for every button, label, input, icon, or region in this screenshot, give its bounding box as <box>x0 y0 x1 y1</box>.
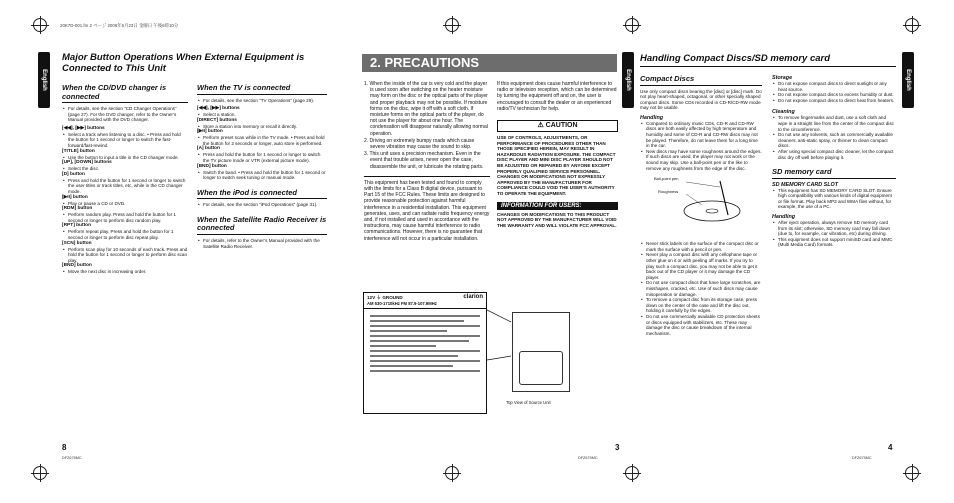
page-title: Handling Compact Discs/SD memory card <box>640 53 831 64</box>
section-heading: When the iPod is connected <box>197 187 298 197</box>
storage-item: • Do not expose compact discs to direct sunlight or any heat source. <box>772 81 896 92</box>
print-info-header: 20K7D-001.fm 2 ページ 2006年6月23日 金曜日 午後6時10分 <box>60 23 179 28</box>
registration-mark-icon <box>905 18 919 32</box>
intro-text: Use only compact discs bearing the [disc] or [disc] mark. Do not play heart-shaped, octagonal, or other specially shaped compact discs. Some CDs recorded in CD-R/CD-RW mode may not be usable. <box>640 88 762 111</box>
button-desc: • Switch the band. • Press and hold the button for 1 second or longer to switch seek tuning or manual mode. <box>197 170 327 181</box>
button-heading: [DIRECT] buttons <box>197 117 237 123</box>
subsection-heading: Handling <box>640 114 664 121</box>
button-heading: [SCN] button <box>62 240 92 246</box>
handling-item: • Do not use compact discs that have large scratches, are misshapen, cracked, etc. Use of such discs may cause misoperation or damage. <box>640 280 762 297</box>
footer-code: DFZ675MC <box>852 456 872 460</box>
button-heading: [▶II] button <box>197 129 223 135</box>
sd-handling-item: • After eject operation, always remove SD memory card from its slot; otherwise, SD memory card may fall down (due to, for example, car vibration, etc) during driving. <box>772 220 896 237</box>
label-pointer-lines <box>487 300 512 370</box>
button-desc: • Press and hold the button for 1 second or longer to switch the user titles or track titles, etc, while in the CD changer mode. <box>62 178 188 195</box>
button-heading: [RDM] button <box>62 206 93 212</box>
section-heading: When the CD/DVD changer is connected <box>62 83 167 101</box>
compact-discs-section <box>640 75 762 336</box>
label-ground: 12V ⏚ GROUND <box>367 295 403 300</box>
button-desc: • Press and hold the button for 1 second or longer to switch the TV picture mode or VTR (external picture mode). <box>197 152 327 163</box>
precaution-item: 2. Driving on extremely bumpy roads which cause severe vibration may cause the sound to skip. <box>364 137 475 151</box>
button-heading: [▶II] button <box>62 194 88 200</box>
sd-handling-item: • This equipment does not support miniSD card and MMC (Multi Media Card) formats. <box>772 237 896 248</box>
registration-mark-icon <box>905 466 919 480</box>
tv-section <box>197 84 327 249</box>
storage-item: • Do not expose compact discs to excess humidity or dust. <box>772 92 896 98</box>
button-heading: [◀◀], [▶▶] buttons <box>62 125 105 131</box>
page-title: Major Button Operations When External Equipment is Connected to This Unit <box>62 52 305 74</box>
interference-text: If this equipment does cause harmful interference to radio or television reception, which can be determined by turning the equipment off and on, the user is encouraged to consult the dealer or an experienced radio/TV technician for help. <box>497 81 617 112</box>
storage-section <box>772 75 896 248</box>
source-unit-drawing <box>512 312 570 392</box>
intro-text: • For details, see the section “CD Changer Operations” (page 27). For the DVD changer, refer to the Owner’s Manual provided with the DVD changer. <box>62 106 188 123</box>
page-number: 4 <box>888 443 893 452</box>
info-label: INFORMATION FOR USERS: <box>497 202 618 210</box>
intro-text: • For details, refer to the Owner’s Manual provided with the Satellite Radio Receiver. <box>197 238 327 249</box>
label-freq: AM 530-1710kHz FM 87.9-107.9MHz <box>367 300 437 306</box>
button-desc: • Store a station into memory or recall it directly. <box>197 124 327 130</box>
intro-text: • For details, see the section “TV Operations” (page 29). <box>197 98 327 104</box>
roughness-label: Roughness <box>658 189 679 195</box>
fcc-statement: This equipment has been tested and found to comply with the limits for a Class B digital device, pursuant to Part 15 of the FCC Rules. These limits are designed to provide reasonable protection against harmful interference in a residential installation. This equipment generates, uses, and can radiate radio frequency energy and, if not installed and used in accordance with the instructions, may cause harmful interference to radio communications. However, there is no guarantee that interference will not occur in a particular installation. <box>364 179 490 242</box>
language-tab: English <box>622 52 634 108</box>
button-desc: • Perform random play. Press and hold the button for 1 second or longer to perform disc random play. <box>62 212 188 223</box>
sd-slot-item: • This equipment has SD MEMORY CARD SLOT. Ensure high compatibility with various kinds of digital equipment or file format. Play back MP3 and WMA files without, for example, the use of a PC. <box>772 188 896 210</box>
handling-item: • Compared to ordinary music CDs, CD-R and CD-RW discs are both easily affected by high temperature and humidity and some of CD-R and CD-RW discs may not be played. Therefore, do not leave them for a long time in the car. <box>640 121 762 149</box>
page-number: 3 <box>615 443 620 452</box>
storage-item: • Do not expose compact discs to direct heat from heaters. <box>772 98 896 104</box>
registration-mark-icon <box>33 466 47 480</box>
button-heading: [UP], [DOWN] buttons <box>62 160 112 166</box>
subsection-heading: Cleaning <box>772 109 795 116</box>
info-text: CHANGES OR MODIFICATIONS TO THIS PRODUCT NOT APPROVED BY THE MANUFACTURER WILL VOID THE WARRANTY AND WILL VIOLATE FCC APPROVAL. <box>497 211 617 228</box>
precautions-col1 <box>364 81 490 242</box>
handling-item: • Never play a compact disc with any cellophane tape or other glue on it or with peeling off marks. If you try to play such a compact disc, you may not be able to get it back out of the CD player or it may damage the CD player. <box>640 252 762 280</box>
page-number: 8 <box>62 443 67 452</box>
precaution-item: 3. This unit uses a precision mechanism. Even in the event that trouble arises, never open the case, disassemble the unit, or lubricate the rotating parts. <box>364 151 484 170</box>
button-heading: [RPT] button <box>62 223 92 229</box>
section-heading: When the TV is connected <box>197 83 291 92</box>
button-heading: [D] button <box>62 171 85 177</box>
product-label <box>363 292 487 414</box>
cleaning-item: • After using special compact disc cleaner, let the compact disc dry off well before playing it. <box>772 149 896 160</box>
subsection-heading: Handling <box>772 214 796 220</box>
caution-text: USE OF CONTROLS, ADJUSTMENTS, OR PERFORMANCE OF PROCEDURES OTHER THAN THOSE SPECIFIED HEREIN, MAY RESULT IN HAZARDOUS RADIATION EXPOSURE. THE COMPACT DISC PLAYER AND MINI DISC PLAYER SHOULD NOT BE ADJUSTED OR REPAIRED BY ANYONE EXCEPT PROPERLY QUALIFIED SERVICE PERSONNEL. CHANGES OR MODIFICATIONS NOT EXPRESSLY APPROVED BY THE MANUFACTURER FOR COMPLIANCE COULD VOID THE USER’S AUTHORITY TO OPERATE THE EQUIPMENT. <box>497 135 616 196</box>
footer-code: DFZ675MC <box>62 456 82 460</box>
footer-code: DFZ675MC <box>578 456 598 460</box>
subsection-heading: SD MEMORY CARD SLOT <box>772 181 838 188</box>
language-tab: English <box>38 52 50 108</box>
pen-label: Ball-point pen <box>654 176 679 182</box>
registration-mark-icon <box>625 18 639 32</box>
button-desc: • Perform repeat play. Press and hold the button for 1 second or longer to perform disc repeat play. <box>62 229 188 240</box>
button-heading: [◀◀], [▶▶] buttons <box>197 106 240 112</box>
button-desc: • Play or pause a CD or DVD. <box>62 201 188 207</box>
button-desc: • Use the button to input a title in the CD changer mode. <box>62 155 188 161</box>
subsection-heading: Storage <box>772 75 793 81</box>
section-heading: Compact Discs <box>640 74 695 83</box>
registration-mark-icon <box>445 18 459 32</box>
registration-mark-icon <box>445 466 459 480</box>
source-unit-caption: Top View of Source Unit <box>506 400 551 405</box>
brand-logo: clarion <box>463 294 483 300</box>
caution-label: CAUTION <box>545 122 578 130</box>
handling-item: • New discs may have some roughness around the edges. If such discs are used, the player may not work or the sound may skip. Use a ball-point pen or the like to remove any roughness from the edge of the disc. <box>640 149 762 171</box>
button-heading: [A] button <box>197 146 220 152</box>
cleaning-item: • To remove fingermarks and dust, use a soft cloth and wipe in a straight line from the center of the compact disc to the circumference. <box>772 115 896 132</box>
section-heading: SD memory card <box>772 167 832 177</box>
button-desc: • Perform preset scan while in the TV mode. • Press and hold the button for 2 seconds or longer, auto store is performed. <box>197 135 327 146</box>
registration-mark-icon <box>625 466 639 480</box>
disc-diagram <box>640 173 762 239</box>
precautions-col2 <box>497 81 618 228</box>
section-heading: When the Satellite Radio Receiver is connected <box>197 214 327 233</box>
caution-box <box>497 120 618 132</box>
precautions-banner: 2. PRECAUTIONS <box>362 54 617 72</box>
handling-item: • Do not use commercially available CD protection sheets or discs equipped with stabilizers, etc. These may damage the disc or cause breakdown of the internal mechanism. <box>640 314 762 336</box>
button-desc: • Select a track when listening to a disc. • Press and hold the button for 1 second or longer to switch the fast-forward/fast-rewind. <box>62 132 188 149</box>
button-desc: • Move the next disc in increasing order. <box>62 269 188 275</box>
button-heading: [BND] button <box>197 163 227 169</box>
button-heading: [BND] button <box>62 263 92 269</box>
cd-changer-section <box>62 84 188 275</box>
button-heading: [TITLE] button <box>62 148 95 154</box>
handling-item: • To remove a compact disc from its storage case, press down on the center of the case and lift the disc out, holding it carefully by the edges. <box>640 297 762 314</box>
cleaning-item: • Do not use any solvents, such as commercially available cleaners, anti-static spray, or thinner to clean compact discs. <box>772 132 896 149</box>
warning-icon: ⚠ <box>537 122 544 130</box>
language-tab: English <box>902 52 914 108</box>
intro-text: • For details, see the section “iPod Operations” (page 31). <box>197 202 327 208</box>
button-desc: • Select a station. <box>197 112 327 118</box>
handling-item: • Never stick labels on the surface of the compact disc or mark the surface with a pencil or pen. <box>640 241 762 252</box>
registration-mark-icon <box>33 18 47 32</box>
button-desc: • Select the disc. <box>62 166 188 172</box>
disc-diagram-icon <box>640 173 762 239</box>
precaution-item: 1. When the inside of the car is very cold and the player is used soon after switching on the heater moisture may form on the disc or the optical parts of the player and proper playback may not be possible. If moisture forms on the disc, wipe it off with a soft cloth. If moisture forms on the optical parts of the player, do not use the player for about one hour. The condensation will disappear naturally allowing normal operation. <box>364 81 488 137</box>
button-desc: • Perform scan play for 10 seconds of each track. Press and hold the button for 1 second or longer to perform disc scan play. <box>62 247 188 264</box>
